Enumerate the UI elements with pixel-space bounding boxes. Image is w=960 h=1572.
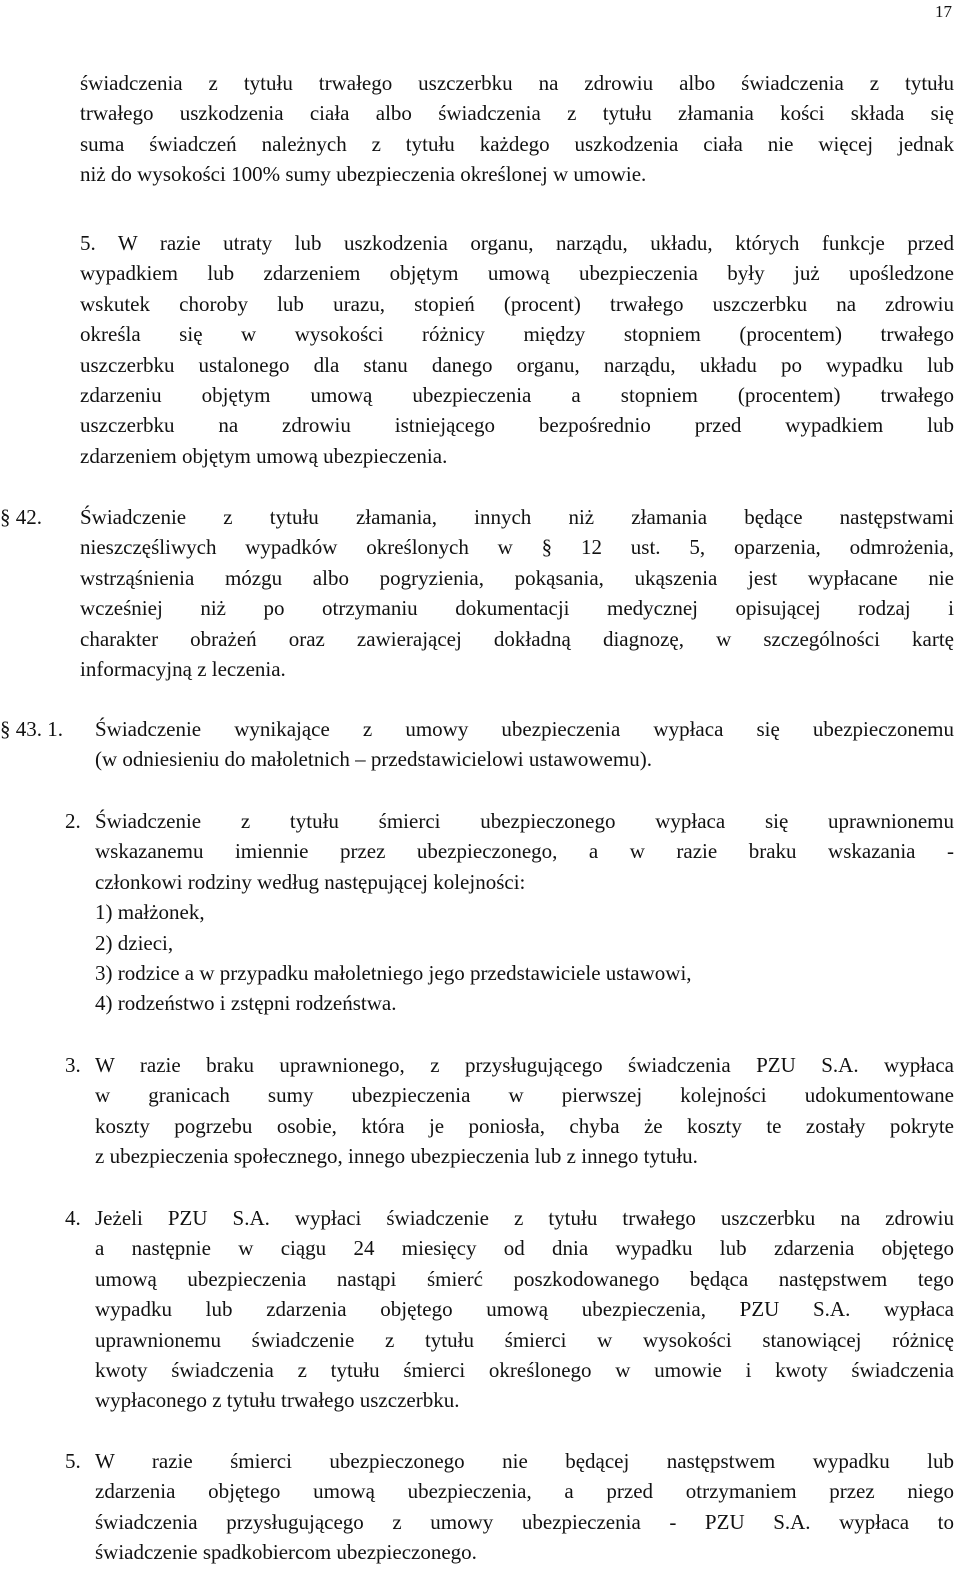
text-line: W razie braku uprawnionego, z przysługującego świadczenia PZU S.A. wypłaca [95,1053,954,1077]
text-line: zdarzeniem objętym umową ubezpieczenia. [80,443,448,468]
text-line: wcześniej niż po otrzymaniu dokumentacji medycznej opisującej rodzaj i [80,596,954,621]
item-2 [0,806,954,1019]
text-line: z ubezpieczenia społecznego, innego ubezpieczenia lub z innego tytułu. [95,1144,698,1169]
text-line: w granicach sumy ubezpieczenia w pierwszej kolejności udokumentowane [95,1083,954,1108]
text-line: Świadczenie z tytułu złamania, innych niż złamania będące następstwami [80,505,954,529]
item-number: 3. [65,1053,81,1077]
item-5-damaged-organ [80,228,954,471]
text-line: wypadkiem lub zdarzeniem objętym umową ubezpieczenia były już upośledzone [80,261,954,286]
list-item: 4) rodzeństwo i zstępni rodzeństwa. [95,991,397,1016]
text-line: nieszczęśliwych wypadków określonych w § 12 ust. 5, oparzenia, odmrożenia, [80,535,954,560]
section-number: § 43. 1. [0,717,63,741]
text-line: wskutek choroby lub urazu, stopień (procent) trwałego uszczerbku na zdrowiu [80,291,954,316]
item-number: 2. [65,809,81,833]
text-line: wskazanemu imiennie przez ubezpieczonego, a w razie braku wskazania - [95,839,954,864]
text-line: Świadczenie wynikające z umowy ubezpieczenia wypłaca się ubezpieczonemu [95,717,954,741]
text-line: członkowi rodziny według następującej kolejności: [95,869,526,894]
text-line: a następnie w ciągu 24 miesięcy od dnia wypadku lub zdarzenia objętego [95,1236,954,1261]
text-line: informacyjną z leczenia. [80,657,286,682]
section-42 [0,502,954,684]
item-5-death [0,1446,954,1568]
list-item: 1) małżonek, [95,900,205,925]
text-line: Jeżeli PZU S.A. wypłaci świadczenie z tytułu trwałego uszczerbku na zdrowiu [95,1206,954,1230]
item-number: 4. [65,1206,81,1230]
text-line: określa się w wysokości różnicy między stopniem (procentem) trwałego [80,322,954,347]
text-line: charakter obrażeń oraz zawierającej dokładną diagnozę, w szczególności kartę [80,626,954,651]
text-line: umową ubezpieczenia nastąpi śmierć poszkodowanego będąca następstwem tego [95,1266,954,1291]
text-line: wstrząśnienia mózgu albo pogryzienia, pokąsania, ukąszenia jest wypłacane nie [80,565,954,590]
text-line: świadczenia z tytułu trwałego uszczerbku na zdrowiu albo świadczenia z tytułu [80,71,954,95]
item-number: 5. [65,1449,81,1473]
text-line: trwałego uszkodzenia ciała albo świadczenia z tytułu złamania kości składa się [80,101,954,126]
text-line: zdarzeniu objętym umową ubezpieczenia a stopniem (procentem) trwałego [80,383,954,408]
paragraph-continuation [80,68,954,190]
text-line: wypadku lub zdarzenia objętego umową ubezpieczenia, PZU S.A. wypłaca [95,1297,954,1322]
text-line: wypłaconego z tytułu trwałego uszczerbku. [95,1388,460,1413]
text-line: uszczerbku na zdrowiu istniejącego bezpośrednio przed wypadkiem lub [80,413,954,438]
text-line: świadczenia przysługującego z umowy ubezpieczenia - PZU S.A. wypłaca to [95,1509,954,1534]
text-line: świadczenie spadkobiercom ubezpieczonego. [95,1540,477,1565]
text-line: Świadczenie z tytułu śmierci ubezpieczonego wypłaca się uprawnionemu [95,809,954,833]
text-line: (w odniesieniu do małoletnich – przedstawicielowi ustawowemu). [95,747,652,772]
text-line: suma świadczeń należnych z tytułu każdego uszkodzenia ciała nie więcej jednak [80,131,954,156]
text-line: uprawnionemu świadczenie z tytułu śmierci w wysokości stanowiącej różnicę [95,1327,954,1352]
page-number: 17 [935,2,952,21]
text-line: koszty pogrzebu osobie, która je poniosła, chyba że koszty te zostały pokryte [95,1113,954,1138]
section-number: § 42. [0,505,42,529]
text-line: zdarzenia objętego umową ubezpieczenia, a przed otrzymaniem przez niego [95,1479,954,1504]
text-line: niż do wysokości 100% sumy ubezpieczenia określonej w umowie. [80,162,647,187]
list-item: 2) dzieci, [95,930,174,955]
text-line: kwoty świadczenia z tytułu śmierci określonego w umowie i kwoty świadczenia [95,1358,954,1383]
list-item: 3) rodzice a w przypadku małoletniego jego przedstawiciele ustawowi, [95,961,692,986]
item-4 [0,1203,954,1416]
text-line: 5. W razie utraty lub uszkodzenia organu, narządu, układu, których funkcje przed [80,231,954,255]
text-line: W razie śmierci ubezpieczonego nie będącej następstwem wypadku lub [95,1449,954,1473]
text-line: uszczerbku ustalonego dla stanu danego organu, narządu, układu po wypadku lub [80,352,954,377]
item-3 [0,1050,954,1172]
section-43 [0,714,954,775]
